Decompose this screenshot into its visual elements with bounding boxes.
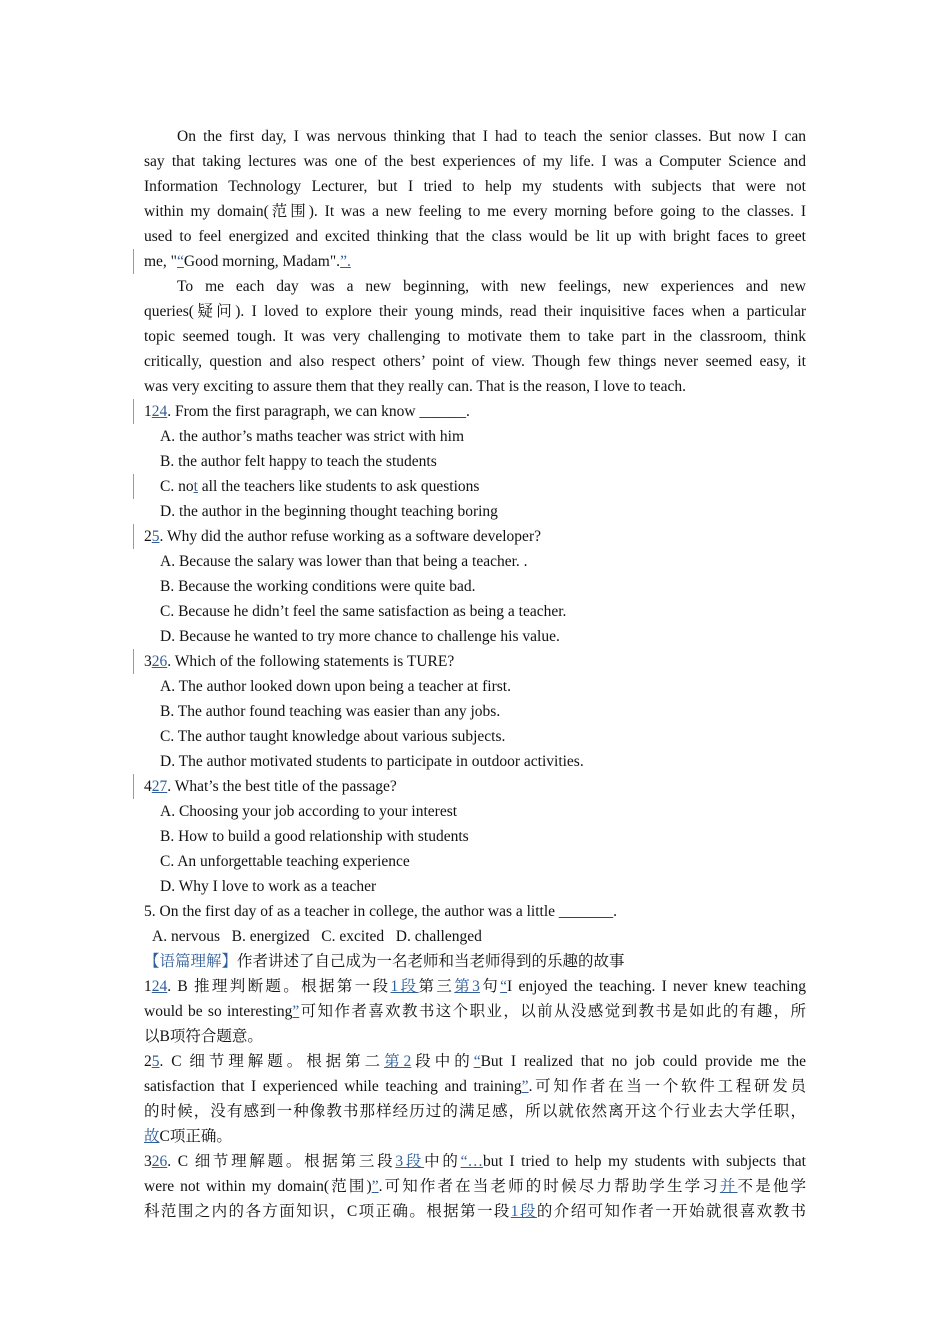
revision-insert: 24 xyxy=(151,978,168,995)
option: C. Because he didn’t feel the same satisfaction as being a teacher. xyxy=(160,603,567,620)
revision-insert: “ xyxy=(473,1053,481,1070)
option: A. Choosing your job according to your interest xyxy=(160,803,458,820)
passage-line: To me each day was a new beginning, with new feelings, new experiences and new xyxy=(177,278,806,295)
option: A. The author looked down upon being a teacher at first. xyxy=(160,678,511,695)
passage-line: used to feel energized and excited thinking that the class would be lit up with bright faces to greet xyxy=(144,228,806,245)
passage-line: On the first day, I was nervous thinking that I had to teach the senior classes. But now I can xyxy=(177,128,806,145)
analysis-line: 以B项符合题意。 xyxy=(144,1028,263,1045)
option: B. The author found teaching was easier than any jobs. xyxy=(160,703,501,720)
analysis-line: 326. C 细节理解题。根据第三段3段中的“…but I tried to help my students with subjects that xyxy=(144,1149,806,1174)
revision-insert: “ xyxy=(177,253,184,270)
question-stem: 25. Why did the author refuse working as a software developer? xyxy=(144,524,806,549)
analysis-line: were not within my domain(范围)”.可知作者在当老师的时候尽力帮助学生学习并不是他学 xyxy=(144,1178,806,1195)
revision-insert: 故 xyxy=(144,1128,160,1145)
option: D. the author in the beginning thought teaching boring xyxy=(160,503,498,520)
revision-insert: 5 xyxy=(151,528,160,545)
revision-insert: 5 xyxy=(151,1053,160,1070)
revision-insert: 3段 xyxy=(395,1153,425,1170)
analysis-line: satisfaction that I experienced while teaching and training”.可知作者在当一个软件工程研发员 xyxy=(144,1078,806,1095)
revision-insert: 27 xyxy=(151,778,168,795)
question-stem: 124. From the first paragraph, we can know ______. xyxy=(144,399,806,424)
revision-insert: t xyxy=(193,478,198,495)
revision-insert: ” xyxy=(521,1078,529,1095)
passage-line: was very exciting to assure them that they really can. That is the reason, I love to teach. xyxy=(144,378,687,395)
revision-insert: 第3 xyxy=(454,978,480,995)
change-bar xyxy=(133,524,134,549)
revision-insert: ”. xyxy=(340,253,351,270)
option: D. Because he wanted to try more chance to challenge his value. xyxy=(160,628,560,645)
revision-insert: 1段 xyxy=(510,1203,537,1220)
revision-insert: “… xyxy=(460,1153,483,1170)
option: A. Because the salary was lower than that being a teacher. . xyxy=(160,553,528,570)
option: B. How to build a good relationship with students xyxy=(160,828,469,845)
passage-line: topic seemed tough. It was very challenging to motivate them to take part in the classroom, think xyxy=(144,328,806,345)
option: D. The author motivated students to participate in outdoor activities. xyxy=(160,753,584,770)
passage-line: Information Technology Lecturer, but I tried to help my students with subjects that were not xyxy=(144,178,806,195)
revision-insert: 1段 xyxy=(390,978,419,995)
change-bar xyxy=(133,399,134,424)
change-bar xyxy=(133,249,134,274)
analysis-line: 124. B 推理判断题。根据第一段1段第三第3句“I enjoyed the teaching. I never knew teaching xyxy=(144,974,806,999)
passage-line: queries(疑问). I loved to explore their young minds, read their inquisitive faces when a particular xyxy=(144,303,806,320)
revision-insert: 并 xyxy=(719,1178,738,1195)
section-tag: 【语篇理解】 xyxy=(144,953,238,970)
passage-line: critically, question and also respect others’ point of view. Though few things never seemed easy, it xyxy=(144,353,806,370)
question-stem: 5. On the first day of as a teacher in college, the author was a little _______. xyxy=(144,903,618,920)
revision-insert: “ xyxy=(500,978,508,995)
analysis-line: would be so interesting”可知作者喜欢教书这个职业，以前从没感觉到教书是如此的有趣，所 xyxy=(144,1003,806,1020)
analysis-heading: 【语篇理解】作者讲述了自己成为一名老师和当老师得到的乐趣的故事 xyxy=(144,953,625,970)
option: C. not all the teachers like students to ask questions xyxy=(144,474,806,499)
option: C. An unforgettable teaching experience xyxy=(160,853,410,870)
revision-insert: ” xyxy=(371,1178,379,1195)
change-bar xyxy=(133,649,134,674)
revision-insert: 26 xyxy=(151,653,168,670)
analysis-line: 25. C 细节理解题。根据第二第2段中的“But I realized that no job could provide me the xyxy=(144,1049,806,1074)
revision-insert: ” xyxy=(292,1003,300,1020)
revision-insert: 26 xyxy=(151,1153,168,1170)
option-row: A. nervous B. energized C. excited D. challenged xyxy=(152,928,482,945)
analysis-line: 的时候，没有感到一种像教书那样经历过的满足感，所以就依然离开这个行业去大学任职， xyxy=(144,1103,806,1120)
change-bar xyxy=(133,774,134,799)
revision-insert: 第2 xyxy=(384,1053,412,1070)
question-stem: 427. What’s the best title of the passage? xyxy=(144,774,806,799)
revision-insert: 24 xyxy=(151,403,168,420)
analysis-line: 科范围之内的各方面知识，C项正确。根据第一段1段的介绍可知作者一开始就很喜欢教书 xyxy=(144,1203,806,1220)
passage-line: say that taking lectures was one of the best experiences of my life. I was a Computer Science and xyxy=(144,153,806,170)
option: A. the author’s maths teacher was strict with him xyxy=(160,428,465,445)
passage-line: within my domain(范围). It was a new feeling to me every morning before going to the classes. I xyxy=(144,203,806,220)
option: C. The author taught knowledge about various subjects. xyxy=(160,728,506,745)
option: D. Why I love to work as a teacher xyxy=(160,878,377,895)
option: B. the author felt happy to teach the students xyxy=(160,453,437,470)
analysis-line: 故C项正确。 xyxy=(144,1128,232,1145)
passage-line: me, "“Good morning, Madam".”. xyxy=(144,249,806,274)
change-bar xyxy=(133,474,134,499)
option: B. Because the working conditions were quite bad. xyxy=(160,578,476,595)
question-stem: 326. Which of the following statements is TURE? xyxy=(144,649,806,674)
document-page xyxy=(144,124,806,1224)
